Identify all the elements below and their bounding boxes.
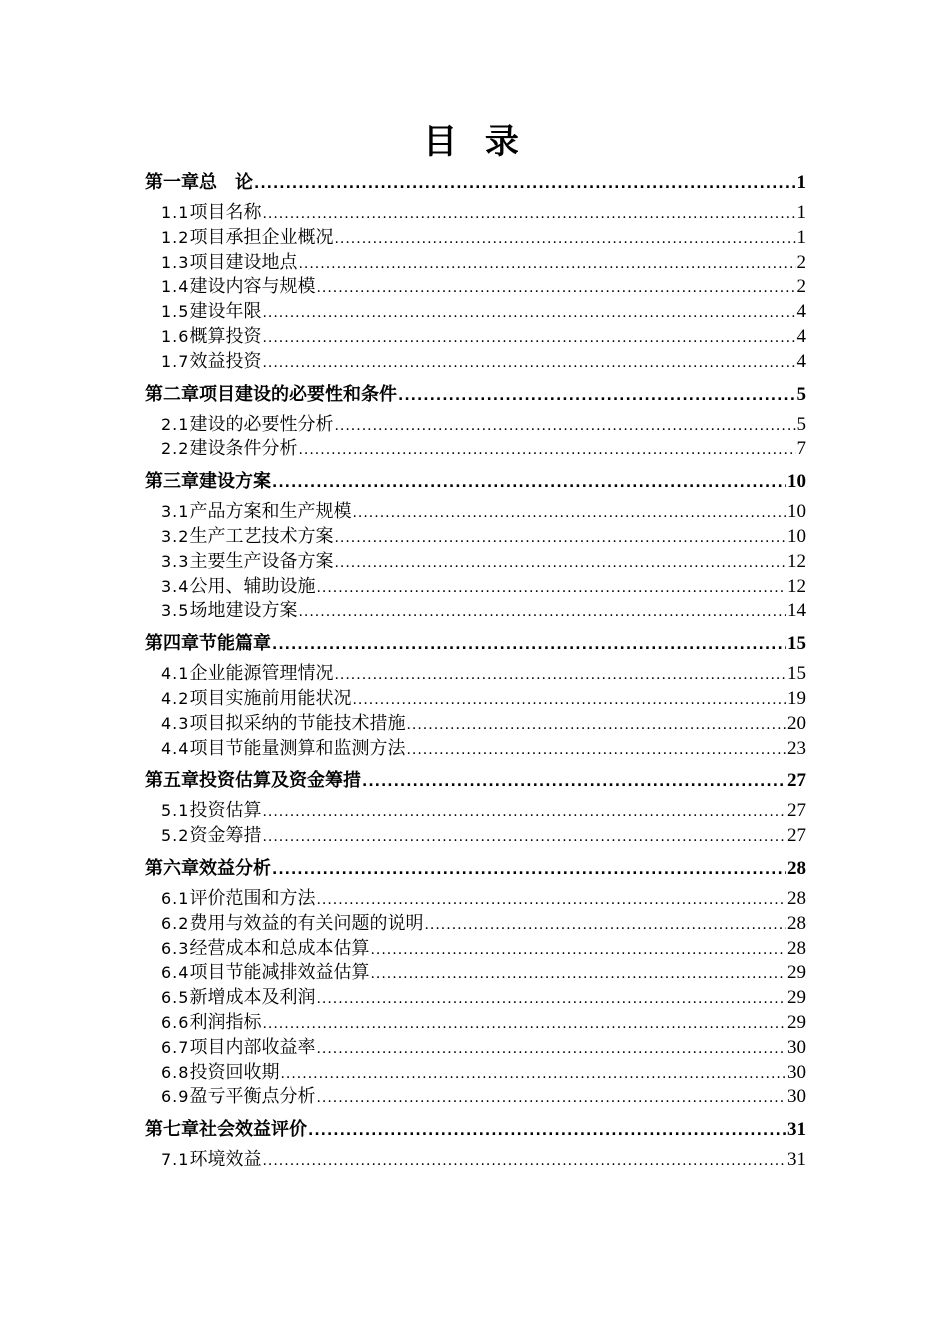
section-title: 环境效益 (189, 1149, 262, 1171)
toc-section-entry[interactable] (145, 986, 806, 1011)
section-page-number: 2 (796, 251, 806, 273)
toc-section-entry[interactable] (145, 201, 806, 226)
toc-section-entry[interactable] (145, 1036, 806, 1061)
section-number: 6.2 (161, 913, 190, 933)
toc-section-entry[interactable] (145, 437, 806, 462)
toc-section-entry[interactable] (145, 961, 806, 986)
dot-leader (316, 1037, 786, 1062)
dot-leader (316, 1086, 786, 1111)
section-page-number: 28 (787, 887, 806, 909)
section-number: 6.1 (161, 888, 190, 908)
toc-section-entry[interactable] (145, 251, 806, 276)
toc-section-entry[interactable] (145, 500, 806, 525)
toc-section-entry[interactable] (145, 599, 806, 624)
section-page-number: 14 (787, 600, 806, 622)
dot-leader (316, 276, 795, 301)
section-page-number: 27 (787, 825, 806, 847)
toc-section-entry[interactable] (145, 525, 806, 550)
dot-leader (334, 414, 795, 439)
toc-section-entry[interactable] (145, 887, 806, 912)
section-page-number: 5 (796, 413, 806, 435)
section-number: 6.8 (161, 1062, 190, 1082)
dot-leader (262, 326, 795, 351)
dot-leader (398, 381, 796, 412)
dot-leader (406, 738, 786, 763)
section-title: 项目节能量测算和监测方法 (189, 737, 406, 759)
dot-leader (262, 800, 786, 825)
section-number: 4.3 (161, 713, 190, 733)
dot-leader (298, 600, 786, 625)
section-title: 产品方案和生产规模 (189, 501, 352, 523)
section-number: 6.5 (161, 988, 190, 1008)
section-page-number: 20 (787, 712, 806, 734)
toc-section-entry[interactable] (145, 912, 806, 937)
chapter-title: 社会效益评价 (199, 1119, 307, 1141)
section-title: 建设的必要性分析 (189, 413, 334, 435)
toc-section-entry[interactable] (145, 325, 806, 350)
section-title: 项目内部收益率 (189, 1036, 316, 1058)
dot-leader (262, 351, 795, 376)
section-title: 盈亏平衡点分析 (189, 1086, 316, 1108)
section-page-number: 29 (787, 1011, 806, 1033)
chapter-page-number: 1 (796, 172, 806, 193)
section-page-number: 19 (787, 687, 806, 709)
toc-section-entry[interactable] (145, 275, 806, 300)
section-page-number: 28 (787, 912, 806, 934)
toc-section-entry[interactable] (145, 712, 806, 737)
section-number: 4.2 (161, 688, 190, 708)
section-page-number: 4 (796, 350, 806, 372)
toc-section-entry[interactable] (145, 1011, 806, 1036)
section-number: 1.2 (161, 227, 190, 247)
section-title: 资金筹措 (189, 825, 262, 847)
section-number: 1.7 (161, 351, 190, 371)
section-number: 5.2 (161, 826, 190, 846)
chapter-page-number: 10 (787, 471, 806, 493)
toc-section-entry[interactable] (145, 350, 806, 375)
chapter-title: 效益分析 (199, 857, 271, 879)
toc-chapter-entry[interactable] (145, 379, 806, 410)
section-number: 2.2 (161, 439, 190, 459)
chapter-label: 第五章 (145, 770, 199, 792)
chapter-label: 第六章 (145, 857, 199, 879)
chapter-title: 节能篇章 (199, 633, 271, 655)
section-page-number: 30 (787, 1036, 806, 1058)
dot-leader (316, 576, 786, 601)
toc-section-entry[interactable] (145, 226, 806, 251)
dot-leader (362, 767, 786, 798)
section-title: 项目名称 (189, 202, 262, 223)
section-page-number: 12 (787, 575, 806, 597)
toc-section-entry[interactable] (145, 799, 806, 824)
toc-section-entry[interactable] (145, 662, 806, 687)
section-title: 建设条件分析 (189, 438, 298, 460)
section-title: 评价范围和方法 (189, 887, 316, 909)
section-title: 建设年限 (189, 301, 262, 323)
section-number: 3.1 (161, 502, 190, 522)
dot-leader (262, 1149, 786, 1174)
chapter-label: 第二章 (145, 383, 199, 405)
section-number: 2.1 (161, 414, 190, 434)
dot-leader (334, 227, 795, 252)
section-number: 7.1 (161, 1150, 190, 1170)
toc-section-entry[interactable] (145, 937, 806, 962)
section-number: 5.1 (161, 801, 190, 821)
section-page-number: 30 (787, 1086, 806, 1108)
toc-section-entry[interactable] (145, 413, 806, 438)
section-number: 3.5 (161, 601, 190, 621)
dot-leader (298, 252, 795, 277)
chapter-title: 总 论 (199, 172, 253, 193)
toc-section-entry[interactable] (145, 824, 806, 849)
section-title: 经营成本和总成本估算 (189, 937, 370, 959)
chapter-label: 第一章 (145, 172, 199, 193)
dot-leader (334, 526, 786, 551)
dot-leader (370, 938, 786, 963)
dot-leader (352, 688, 786, 713)
dot-leader (262, 1012, 786, 1037)
section-title: 企业能源管理情况 (189, 663, 334, 685)
dot-leader (424, 913, 786, 938)
toc-chapter-entry[interactable] (145, 628, 806, 659)
dot-leader (406, 713, 786, 738)
toc-section-entry[interactable] (145, 737, 806, 762)
chapter-page-number: 28 (787, 857, 806, 879)
section-page-number: 29 (787, 962, 806, 984)
chapter-title: 建设方案 (199, 471, 271, 493)
section-page-number: 15 (787, 663, 806, 685)
dot-leader (334, 663, 786, 688)
section-title: 项目承担企业概况 (189, 226, 334, 248)
chapter-title: 投资估算及资金筹措 (199, 770, 361, 792)
section-page-number: 4 (796, 325, 806, 347)
section-number: 3.3 (161, 551, 190, 571)
section-title: 投资回收期 (189, 1061, 280, 1083)
toc-section-entry[interactable] (145, 1148, 806, 1173)
section-title: 项目建设地点 (189, 251, 298, 273)
section-number: 1.4 (161, 277, 190, 297)
section-title: 生产工艺技术方案 (189, 525, 334, 547)
section-page-number: 1 (796, 202, 806, 223)
section-title: 主要生产设备方案 (189, 550, 334, 572)
chapter-title: 项目建设的必要性和条件 (199, 383, 397, 405)
dot-leader (272, 855, 786, 886)
section-page-number: 27 (787, 800, 806, 822)
section-page-number: 28 (787, 937, 806, 959)
dot-leader (352, 501, 786, 526)
toc-chapter-entry[interactable] (145, 466, 806, 497)
dot-leader (316, 888, 786, 913)
chapter-page-number: 27 (787, 770, 806, 792)
dot-leader (298, 438, 795, 463)
toc-section-entry[interactable] (145, 1085, 806, 1110)
section-number: 1.1 (161, 203, 190, 222)
section-number: 3.2 (161, 526, 190, 546)
toc-section-entry[interactable] (145, 550, 806, 575)
section-number: 1.5 (161, 302, 190, 322)
dot-leader (308, 1116, 786, 1147)
toc-section-entry[interactable] (145, 575, 806, 600)
dot-leader (254, 169, 796, 200)
section-title: 场地建设方案 (189, 600, 298, 622)
dot-leader (262, 301, 795, 326)
page-title: 目 录 (423, 122, 527, 162)
chapter-label: 第七章 (145, 1119, 199, 1141)
chapter-page-number: 15 (787, 633, 806, 655)
section-number: 4.1 (161, 664, 190, 684)
dot-leader (262, 825, 786, 850)
section-title: 项目节能减排效益估算 (189, 962, 370, 984)
chapter-label: 第四章 (145, 633, 199, 655)
section-title: 投资估算 (189, 800, 262, 822)
section-title: 概算投资 (189, 325, 262, 347)
section-page-number: 2 (796, 276, 806, 298)
toc-chapter-entry[interactable] (145, 1114, 806, 1145)
dot-leader (316, 987, 786, 1012)
section-title: 效益投资 (189, 350, 262, 372)
toc-chapter-entry[interactable] (145, 853, 806, 884)
section-number: 6.7 (161, 1037, 190, 1057)
toc-chapter-entry[interactable] (145, 765, 806, 796)
chapter-page-number: 5 (796, 383, 806, 405)
section-number: 6.9 (161, 1087, 190, 1107)
dot-leader (280, 1062, 786, 1087)
section-number: 6.3 (161, 938, 190, 958)
section-page-number: 29 (787, 987, 806, 1009)
dot-leader (334, 551, 786, 576)
section-number: 1.3 (161, 252, 190, 272)
section-page-number: 4 (796, 301, 806, 323)
chapter-label: 第三章 (145, 471, 199, 493)
section-page-number: 31 (787, 1149, 806, 1171)
dot-leader (262, 202, 795, 227)
toc-chapter-entry[interactable] (145, 167, 806, 198)
section-title: 新增成本及利润 (189, 987, 316, 1009)
section-title: 项目实施前用能状况 (189, 687, 352, 709)
table-of-contents (145, 167, 806, 1173)
toc-section-entry[interactable] (145, 687, 806, 712)
section-number: 4.4 (161, 738, 190, 758)
section-page-number: 10 (787, 501, 806, 523)
section-page-number: 12 (787, 550, 806, 572)
section-title: 费用与效益的有关问题的说明 (189, 912, 424, 934)
section-page-number: 23 (787, 737, 806, 759)
section-number: 6.4 (161, 963, 190, 983)
section-page-number: 1 (796, 226, 806, 248)
section-title: 项目拟采纳的节能技术措施 (189, 712, 406, 734)
chapter-page-number: 31 (787, 1119, 806, 1141)
dot-leader (370, 962, 786, 987)
dot-leader (272, 630, 786, 661)
toc-section-entry[interactable] (145, 1061, 806, 1086)
section-title: 公用、辅助设施 (189, 575, 316, 597)
section-number: 3.4 (161, 576, 190, 596)
section-title: 建设内容与规模 (189, 276, 316, 298)
section-page-number: 7 (796, 438, 806, 460)
section-title: 利润指标 (189, 1011, 262, 1033)
section-number: 6.6 (161, 1012, 190, 1032)
dot-leader (272, 468, 786, 499)
section-page-number: 30 (787, 1061, 806, 1083)
section-page-number: 10 (787, 525, 806, 547)
section-number: 1.6 (161, 326, 190, 346)
toc-section-entry[interactable] (145, 300, 806, 325)
